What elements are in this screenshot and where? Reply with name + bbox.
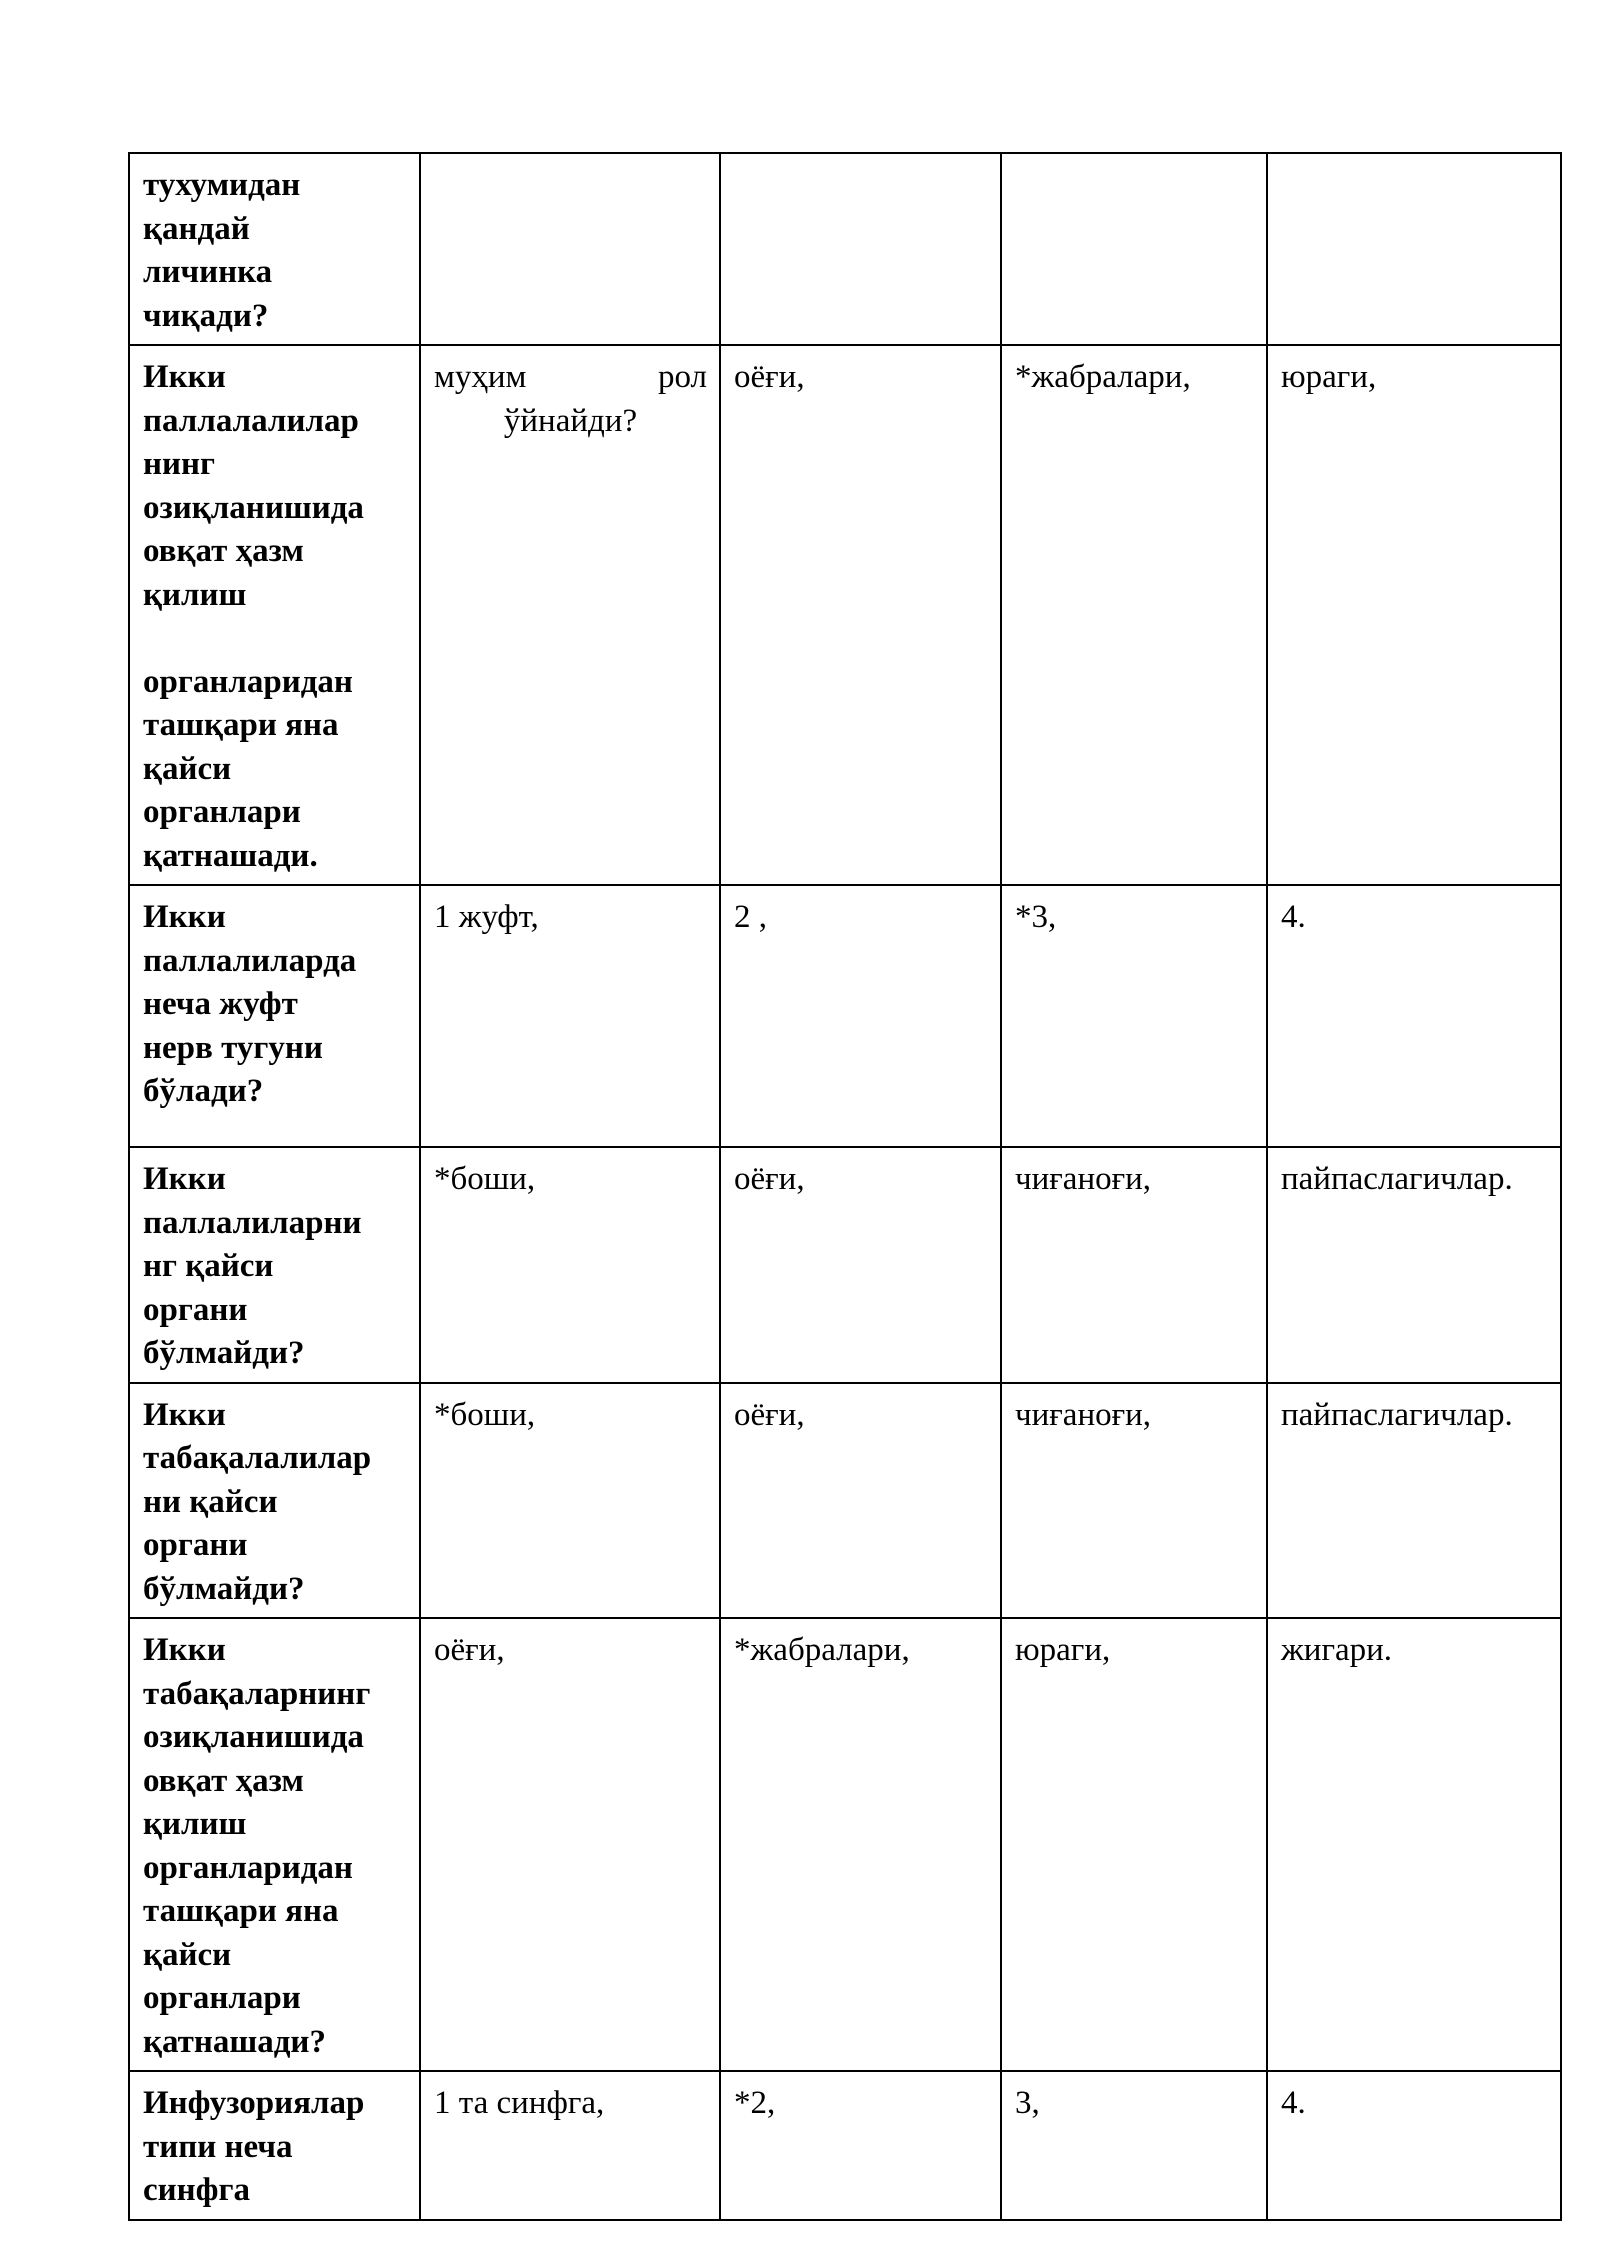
question-line: типи неча	[143, 2128, 293, 2165]
question-line: табақаларнинг	[143, 1675, 371, 1712]
option-cell: *2,	[720, 2071, 1001, 2220]
option-cell: *боши,	[420, 1147, 720, 1383]
question-line: ташқари яна	[143, 1893, 339, 1929]
option-cell: юраги,	[1001, 1618, 1267, 2071]
question-cell	[129, 345, 420, 885]
question-line: ни қайси	[143, 1483, 278, 1520]
question-line: қатнашади?	[143, 2023, 326, 2060]
option-cell: пайпаслагичлар.	[1267, 1147, 1561, 1383]
question-line: қилиш	[143, 576, 247, 613]
question-line: қандай	[143, 210, 250, 247]
option-cell: *боши,	[420, 1383, 720, 1619]
option-cell	[720, 153, 1001, 345]
option-cell: *жабралари,	[720, 1618, 1001, 2071]
question-line: паллалиларда	[143, 942, 357, 979]
question-line: органларидан	[143, 1849, 353, 1886]
question-line: қилиш	[143, 1806, 247, 1842]
question-line: тухумидан	[143, 167, 301, 203]
question-cell	[129, 153, 420, 345]
option-cell: 1 жуфт,	[420, 885, 720, 1147]
option-cell: оёғи,	[720, 1383, 1001, 1619]
option-cell: 1 та синфга,	[420, 2071, 720, 2220]
option-cell: 2 ,	[720, 885, 1001, 1147]
question-line: бўлмайди?	[143, 1570, 305, 1607]
table-row	[129, 885, 1561, 1147]
question-line: озиқланишида	[143, 1719, 364, 1755]
question-line: қайси	[143, 750, 232, 787]
question-line: бўлади?	[143, 1073, 264, 1109]
question-line: неча жуфт	[143, 986, 298, 1022]
option-cell: оёғи,	[720, 345, 1001, 885]
table-row	[129, 1618, 1561, 2071]
option-cell	[1001, 153, 1267, 345]
question-line: ташқари яна	[143, 707, 339, 743]
question-line: Икки	[143, 1396, 226, 1433]
question-line: органлари	[143, 1980, 301, 2016]
option-cell	[1267, 153, 1561, 345]
option-cell	[420, 153, 720, 345]
option-cell: пайпаслагичлар.	[1267, 1383, 1561, 1619]
question-line: Икки	[143, 899, 226, 935]
question-line: органлари	[143, 794, 301, 830]
question-line	[143, 617, 407, 661]
option-cell: чиғаноғи,	[1001, 1147, 1267, 1383]
question-line: бўлмайди?	[143, 1335, 305, 1371]
question-line: қайси	[143, 1936, 232, 1973]
question-line: паллалиларни	[143, 1204, 362, 1241]
option-cell: оёғи,	[420, 1618, 720, 2071]
questions-table	[128, 152, 1562, 2221]
option-cell: жигари.	[1267, 1618, 1561, 2071]
option-cell: юраги,	[1267, 345, 1561, 885]
table-row	[129, 2071, 1561, 2220]
table-row	[129, 345, 1561, 885]
question-line: синфга	[143, 2172, 250, 2208]
option-cell: 4.	[1267, 2071, 1561, 2220]
question-line: нерв тугуни	[143, 1029, 323, 1066]
question-cell	[129, 885, 420, 1147]
option-cell: 3,	[1001, 2071, 1267, 2220]
question-line: озиқланишида	[143, 489, 364, 526]
question-line: овқат ҳазм	[143, 533, 304, 569]
question-line: овқат ҳазм	[143, 1762, 304, 1799]
question-cell	[129, 1618, 420, 2071]
question-line: органларидан	[143, 663, 353, 700]
question-cell	[129, 1383, 420, 1619]
option-cell: *жабралари,	[1001, 345, 1267, 885]
question-line: Икки	[143, 1632, 226, 1668]
option-cell: *3,	[1001, 885, 1267, 1147]
table-row	[129, 153, 1561, 345]
option-cell: оёғи,	[720, 1147, 1001, 1383]
option-cell: чиғаноғи,	[1001, 1383, 1267, 1619]
question-line: органи	[143, 1291, 248, 1328]
table-row	[129, 1147, 1561, 1383]
option-cell: муҳим рол ўйнайди?	[420, 345, 720, 885]
question-line: нг қайси	[143, 1248, 274, 1284]
question-cell	[129, 1147, 420, 1383]
question-line: қатнашади.	[143, 837, 318, 874]
question-line: нинг	[143, 446, 216, 482]
question-line: Икки	[143, 359, 226, 395]
question-line: чиқади?	[143, 297, 269, 334]
question-line: табақалалилар	[143, 1440, 372, 1476]
question-line: Инфузориялар	[143, 2085, 365, 2121]
table-row	[129, 1383, 1561, 1619]
question-line: личинка	[143, 254, 273, 290]
question-line: паллалалилар	[143, 402, 359, 439]
question-line: органи	[143, 1527, 248, 1563]
question-line: Икки	[143, 1161, 226, 1197]
question-cell	[129, 2071, 420, 2220]
option-cell: 4.	[1267, 885, 1561, 1147]
